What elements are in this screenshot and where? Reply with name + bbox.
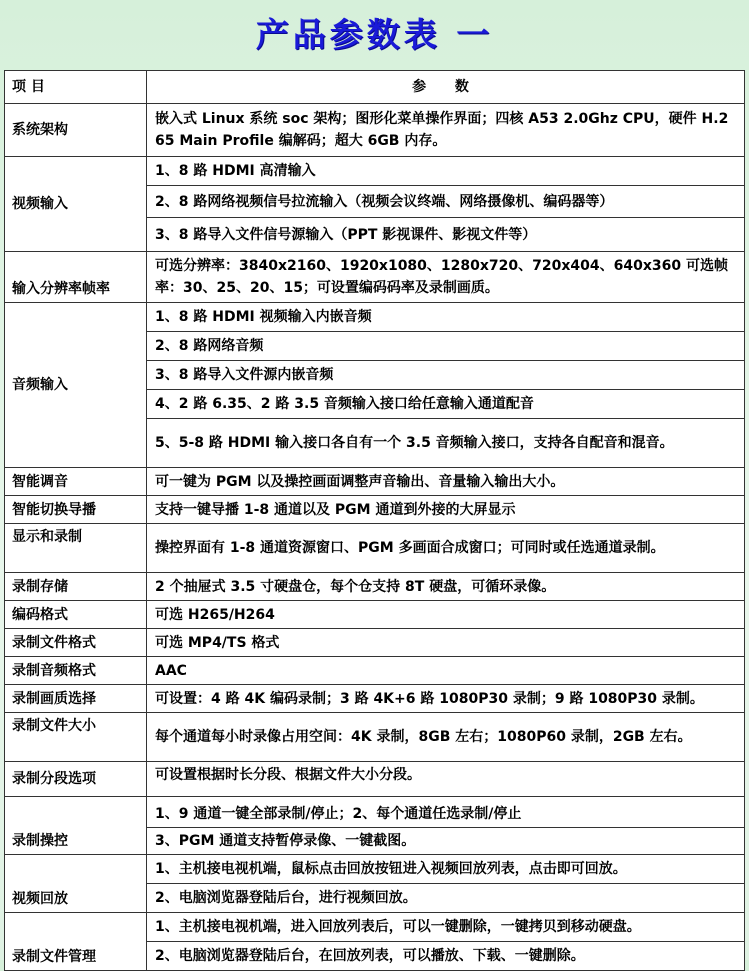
table-row	[5, 713, 745, 762]
row-name: 系统架构	[5, 104, 147, 157]
row-param: 2、8 路网络视频信号拉流输入（视频会议终端、网络摄像机、编码器等）	[147, 186, 745, 218]
row-name: 录制分段选项	[5, 762, 147, 797]
row-param: 3、PGM 通道支持暂停录像、一键截图。	[147, 828, 745, 855]
header-item: 项 目	[5, 71, 147, 104]
row-param: 1、主机接电视机端，鼠标点击回放按钮进入视频回放列表，点击即可回放。	[147, 855, 745, 884]
row-name: 录制音频格式	[5, 657, 147, 685]
row-name: 录制存储	[5, 573, 147, 601]
row-param: 支持一键导播 1-8 通道以及 PGM 通道到外接的大屏显示	[147, 496, 745, 524]
row-param: 可选分辨率：3840x2160、1920x1080、1280x720、720x404、640x360 可选帧率：30、25、20、15；可设置编码码率及录制画质。	[147, 252, 745, 303]
row-param: 5、5-8 路 HDMI 输入接口各自有一个 3.5 音频输入接口，支持各自配音和混音。	[147, 419, 745, 468]
table-row	[5, 496, 745, 524]
row-param: 可选 MP4/TS 格式	[147, 629, 745, 657]
row-param: AAC	[147, 657, 745, 685]
row-param: 2、电脑浏览器登陆后台，在回放列表，可以播放、下载、一键删除。	[147, 942, 745, 971]
table-row	[5, 657, 745, 685]
row-name: 智能调音	[5, 468, 147, 496]
row-name: 音频输入	[5, 303, 147, 468]
row-name: 输入分辨率帧率	[5, 252, 147, 303]
table-row	[5, 913, 745, 942]
page-title: 产品参数表 一	[255, 15, 494, 54]
row-param: 2 个抽屉式 3.5 寸硬盘仓，每个仓支持 8T 硬盘，可循环录像。	[147, 573, 745, 601]
row-param: 操控界面有 1-8 通道资源窗口、PGM 多画面合成窗口；可同时或任选通道录制。	[147, 524, 745, 573]
row-name: 视频回放	[5, 855, 147, 913]
row-name: 录制文件格式	[5, 629, 147, 657]
row-param: 4、2 路 6.35、2 路 3.5 音频输入接口给任意输入通道配音	[147, 390, 745, 419]
row-param: 2、电脑浏览器登陆后台，进行视频回放。	[147, 884, 745, 913]
table-row	[5, 762, 745, 797]
row-param: 可设置：4 路 4K 编码录制；3 路 4K+6 路 1080P30 录制；9 路 1080P30 录制。	[147, 685, 745, 713]
table-row	[5, 157, 745, 186]
table-header-row	[5, 71, 745, 104]
row-name: 显示和录制	[5, 524, 147, 573]
table-row	[5, 303, 745, 332]
row-param: 1、9 通道一键全部录制/停止；2、每个通道任选录制/停止	[147, 797, 745, 828]
row-param: 嵌入式 Linux 系统 soc 架构；图形化菜单操作界面；四核 A53 2.0Ghz CPU，硬件 H.265 Main Profile 编解码；超大 6GB 内存。	[147, 104, 745, 157]
row-name: 录制文件管理	[5, 913, 147, 971]
table-row	[5, 855, 745, 884]
table-row	[5, 468, 745, 496]
row-param: 2、8 路网络音频	[147, 332, 745, 361]
spec-table	[4, 70, 745, 971]
row-param: 3、8 路导入文件信号源输入（PPT 影视课件、影视文件等）	[147, 218, 745, 252]
row-param: 每个通道每小时录像占用空间：4K 录制，8GB 左右；1080P60 录制，2GB 左右。	[147, 713, 745, 762]
table-row	[5, 797, 745, 828]
row-param: 1、主机接电视机端，进入回放列表后，可以一键删除，一键拷贝到移动硬盘。	[147, 913, 745, 942]
row-name: 录制操控	[5, 797, 147, 855]
row-name: 智能切换导播	[5, 496, 147, 524]
table-row	[5, 685, 745, 713]
table-row	[5, 252, 745, 303]
row-param: 1、8 路 HDMI 视频输入内嵌音频	[147, 303, 745, 332]
table-row	[5, 573, 745, 601]
header-params: 参 数	[147, 71, 745, 104]
row-name: 录制画质选择	[5, 685, 147, 713]
table-row	[5, 104, 745, 157]
table-row	[5, 524, 745, 573]
row-param: 可一键为 PGM 以及操控画面调整声音输出、音量输入输出大小。	[147, 468, 745, 496]
row-name: 视频输入	[5, 157, 147, 252]
table-row	[5, 629, 745, 657]
row-param: 可选 H265/H264	[147, 601, 745, 629]
row-param: 可设置根据时长分段、根据文件大小分段。	[147, 762, 745, 797]
row-name: 编码格式	[5, 601, 147, 629]
row-param: 1、8 路 HDMI 高清输入	[147, 157, 745, 186]
row-param: 3、8 路导入文件源内嵌音频	[147, 361, 745, 390]
row-name: 录制文件大小	[5, 713, 147, 762]
table-row	[5, 601, 745, 629]
